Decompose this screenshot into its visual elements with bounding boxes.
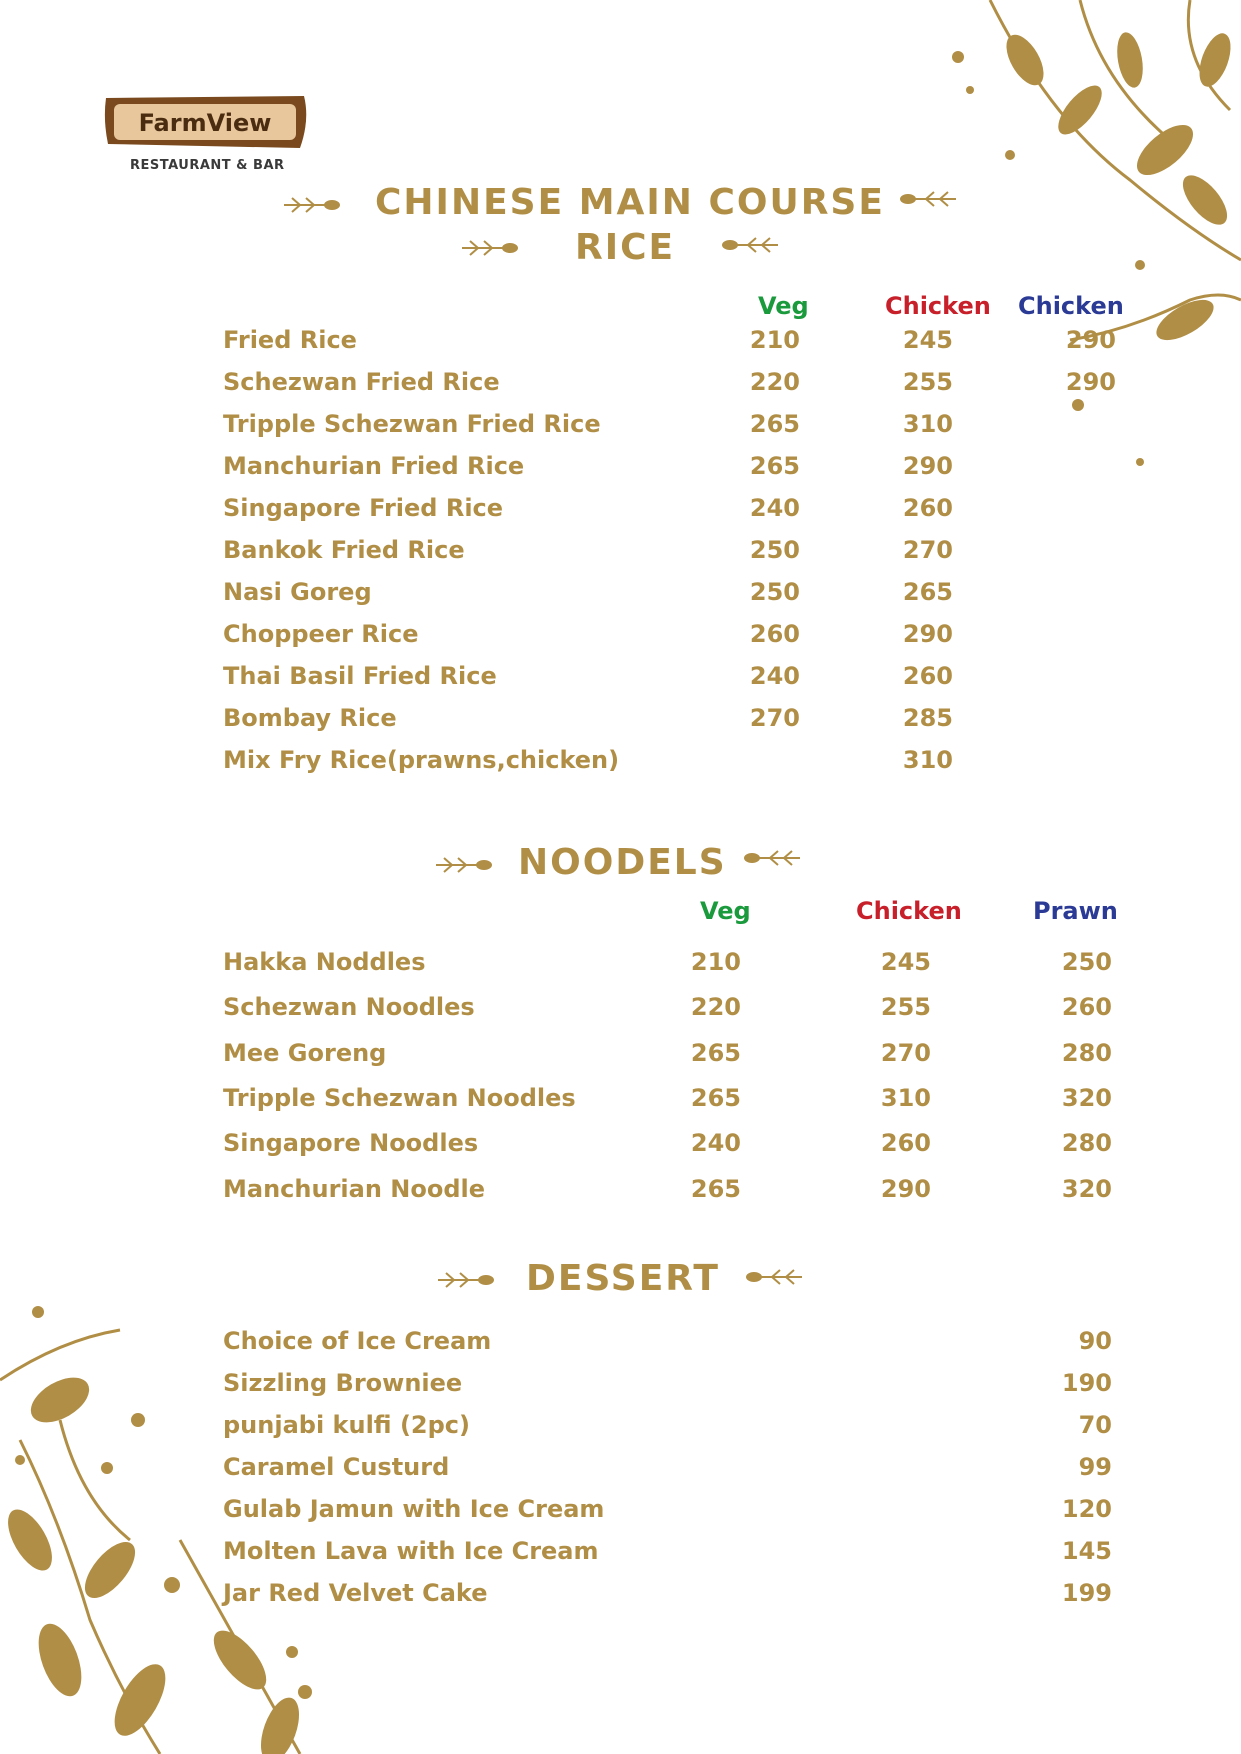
- menu-item-row: [223, 746, 1223, 782]
- item-name: Jar Red Velvet Cake: [223, 1579, 488, 1607]
- price: 99: [1078, 1453, 1112, 1481]
- menu-item-row: [223, 326, 1223, 362]
- flourish-left-icon: [460, 233, 520, 263]
- menu-item-row: [223, 662, 1223, 698]
- price: 70: [1078, 1411, 1112, 1439]
- price-chicken: 285: [902, 704, 953, 732]
- item-name: Choice of Ice Cream: [223, 1327, 492, 1355]
- menu-item-row: [223, 1369, 1223, 1405]
- item-name: Thai Basil Fried Rice: [223, 662, 497, 690]
- price-chicken: 290: [880, 1174, 931, 1203]
- price-prawn: 320: [1061, 1174, 1112, 1203]
- dessert-title: DESSERT: [526, 1258, 720, 1299]
- price-chicken: 270: [880, 1038, 931, 1067]
- rice-title-line2: RICE: [575, 227, 676, 268]
- flourish-right-icon: [744, 1262, 804, 1292]
- rice-header-veg: Veg: [758, 292, 809, 320]
- menu-item-row: [223, 1175, 1223, 1211]
- item-name: Schezwan Noodles: [223, 993, 475, 1022]
- rice-header-chicken: Chicken: [885, 292, 991, 320]
- price-chicken: 255: [880, 993, 931, 1022]
- flourish-left-icon: [436, 1265, 496, 1295]
- price-prawn: 250: [1061, 948, 1112, 976]
- price-chicken: 290: [902, 620, 953, 648]
- menu-item-row: [223, 993, 1223, 1029]
- item-name: Tripple Schezwan Noodles: [223, 1083, 576, 1112]
- price-chicken: 310: [902, 410, 953, 438]
- price-prawn: 260: [1061, 993, 1112, 1022]
- item-name: Bombay Rice: [223, 704, 397, 732]
- menu-item-row: [223, 410, 1223, 446]
- price-chicken: 260: [902, 662, 953, 690]
- item-name: Molten Lava with Ice Cream: [223, 1537, 599, 1565]
- price: 190: [1061, 1369, 1112, 1397]
- price-col3: 290: [1065, 326, 1116, 354]
- foliage-top-right-decoration: [930, 0, 1241, 480]
- price-prawn: 280: [1061, 1038, 1112, 1067]
- item-name: Bankok Fried Rice: [223, 536, 465, 564]
- price: 145: [1061, 1537, 1112, 1565]
- item-name: Singapore Fried Rice: [223, 494, 504, 522]
- item-name: Manchurian Fried Rice: [223, 452, 525, 480]
- price-veg: 240: [749, 662, 800, 690]
- price-col3: 290: [1065, 368, 1116, 396]
- logo-subtitle: RESTAURANT & BAR: [130, 158, 285, 173]
- item-name: punjabi kulfi (2pc): [223, 1411, 470, 1439]
- price-veg: 250: [749, 578, 800, 606]
- price-veg: 240: [690, 1129, 741, 1158]
- price-veg: 250: [749, 536, 800, 564]
- item-name: Singapore Noodles: [223, 1129, 479, 1158]
- price-veg: 210: [690, 948, 741, 976]
- price-veg: 220: [749, 368, 800, 396]
- menu-item-row: [223, 704, 1223, 740]
- menu-item-row: [223, 368, 1223, 404]
- menu-item-row: [223, 1453, 1223, 1489]
- noodles-header-veg: Veg: [700, 897, 751, 925]
- flourish-right-icon: [742, 843, 802, 873]
- menu-item-row: [223, 620, 1223, 656]
- item-name: Mee Goreng: [223, 1038, 387, 1067]
- price-chicken: 245: [880, 948, 931, 976]
- price-veg: 265: [690, 1083, 741, 1112]
- menu-item-row: [223, 452, 1223, 488]
- price-veg: 265: [749, 410, 800, 438]
- price-chicken: 310: [902, 746, 953, 774]
- menu-item-row: [223, 1411, 1223, 1447]
- item-name: Schezwan Fried Rice: [223, 368, 500, 396]
- price-veg: 265: [690, 1038, 741, 1067]
- price-chicken: 310: [880, 1083, 931, 1112]
- price-veg: 260: [749, 620, 800, 648]
- item-name: Gulab Jamun with Ice Cream: [223, 1495, 605, 1523]
- price-veg: 220: [690, 993, 741, 1022]
- price-veg: 265: [749, 452, 800, 480]
- item-name: Sizzling Browniee: [223, 1369, 463, 1397]
- menu-item-row: [223, 1039, 1223, 1075]
- item-name: Caramel Custurd: [223, 1453, 450, 1481]
- price-chicken: 260: [880, 1129, 931, 1158]
- noodles-header-chicken: Chicken: [856, 897, 962, 925]
- price-prawn: 280: [1061, 1129, 1112, 1158]
- flourish-left-icon: [282, 190, 342, 220]
- price: 120: [1061, 1495, 1112, 1523]
- flourish-left-icon: [434, 850, 494, 880]
- price-chicken: 260: [902, 494, 953, 522]
- noodles-header-prawn: Prawn: [1033, 897, 1118, 925]
- price-chicken: 265: [902, 578, 953, 606]
- menu-item-row: [223, 1327, 1223, 1363]
- flourish-right-icon: [720, 230, 780, 260]
- logo: [100, 90, 310, 152]
- item-name: Tripple Schezwan Fried Rice: [223, 410, 601, 438]
- menu-item-row: [223, 1084, 1223, 1120]
- item-name: Fried Rice: [223, 326, 357, 354]
- rice-title-line1: CHINESE MAIN COURSE: [375, 182, 885, 223]
- price-chicken: 255: [902, 368, 953, 396]
- item-name: Hakka Noddles: [223, 948, 426, 976]
- menu-item-row: [223, 1495, 1223, 1531]
- menu-item-row: [223, 494, 1223, 530]
- price: 199: [1061, 1579, 1112, 1607]
- price: 90: [1078, 1327, 1112, 1355]
- price-veg: 265: [690, 1174, 741, 1203]
- rice-header-col3: Chicken: [1018, 292, 1124, 320]
- menu-item-row: [223, 1537, 1223, 1573]
- logo-text: FarmView: [138, 109, 272, 137]
- price-chicken: 270: [902, 536, 953, 564]
- price-veg: 240: [749, 494, 800, 522]
- price-prawn: 320: [1061, 1083, 1112, 1112]
- price-chicken: 290: [902, 452, 953, 480]
- menu-item-row: [223, 578, 1223, 614]
- item-name: Mix Fry Rice(prawns,chicken): [223, 746, 620, 774]
- item-name: Choppeer Rice: [223, 620, 419, 648]
- price-chicken: 245: [902, 326, 953, 354]
- menu-item-row: [223, 1579, 1223, 1615]
- item-name: Manchurian Noodle: [223, 1174, 486, 1203]
- price-veg: 270: [749, 704, 800, 732]
- menu-item-row: [223, 948, 1223, 984]
- noodles-title: NOODELS: [518, 842, 727, 883]
- menu-item-row: [223, 1129, 1223, 1165]
- price-veg: 210: [749, 326, 800, 354]
- item-name: Nasi Goreg: [223, 578, 372, 606]
- flourish-right-icon: [898, 184, 958, 214]
- menu-item-row: [223, 536, 1223, 572]
